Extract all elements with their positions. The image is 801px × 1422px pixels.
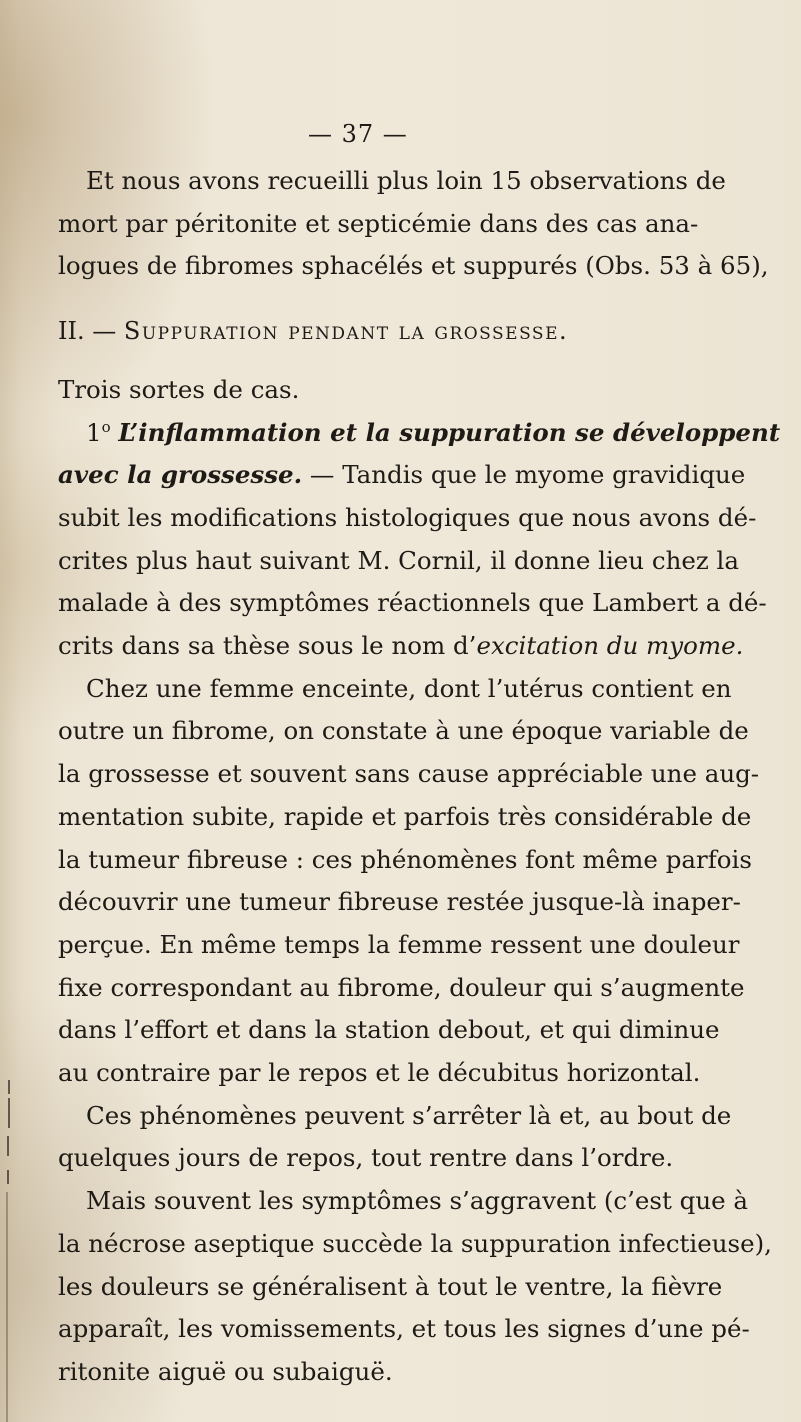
- text-line: Ces phénomènes peuvent s’arrêter là et, au bout de: [86, 1100, 732, 1130]
- text-line: malade à des symptômes réactionnels que Lambert a dé-: [58, 588, 767, 618]
- text-line: Mais souvent les symptômes s’aggravent (c’est que à: [86, 1186, 748, 1216]
- text-fragment: crits dans sa thèse sous le nom d’: [58, 631, 477, 661]
- section-title: Suppuration pendant la grossesse.: [123, 317, 569, 346]
- text-line: la tumeur fibreuse : ces phénomènes font même parfois: [58, 844, 752, 874]
- item-one-title-line-2: [58, 454, 758, 497]
- text-line: fixe correspondant au fibrome, douleur qui s’augmente: [58, 972, 745, 1002]
- text-line: Chez une femme enceinte, dont l’utérus contient en: [86, 673, 732, 703]
- text-line: la grossesse et souvent sans cause appréciable une aug-: [58, 759, 760, 789]
- text-line: [58, 625, 758, 668]
- binding-mark: [6, 1192, 8, 1422]
- binding-mark: [7, 1170, 9, 1184]
- italic-term: excitation du myome.: [476, 631, 744, 661]
- binding-mark: [8, 1080, 10, 1094]
- text-line: crites plus haut suivant M. Cornil, il donne lieu chez la: [58, 545, 739, 575]
- text-line: outre un fibrome, on constate à une époque variable de: [58, 716, 749, 746]
- text-line: perçue. En même temps la femme ressent une douleur: [58, 929, 740, 959]
- text-line: découvrir une tumeur fibreuse restée jusque-là inaper-: [58, 887, 741, 917]
- text-line: apparaît, les vomissements, et tous les signes d’une pé-: [58, 1314, 750, 1344]
- binding-mark: [8, 1098, 10, 1128]
- section-heading: [58, 310, 758, 353]
- text-fragment: — Tandis que le myome gravidique: [302, 460, 746, 490]
- text-line: les douleurs se généralisent à tout le ventre, la fièvre: [58, 1271, 723, 1301]
- page-number: — 37 —: [308, 120, 408, 148]
- text-line: Trois sortes de cas.: [58, 374, 300, 404]
- text-line: ritonite aiguë ou subaiguë.: [58, 1356, 393, 1386]
- item-number: 1: [86, 417, 102, 447]
- binding-mark: [7, 1136, 9, 1156]
- text-line: subit les modifications histologiques que nous avons dé-: [58, 502, 757, 532]
- page-body: [58, 160, 781, 1394]
- text-line: mort par péritonite et septicémie dans des cas ana-: [58, 208, 699, 238]
- text-line: quelques jours de repos, tout rentre dans l’ordre.: [58, 1143, 674, 1173]
- text-line: la nécrose aseptique succède la suppuration infectieuse),: [58, 1228, 772, 1258]
- item-title: L’inflammation et la suppuration se développent: [118, 417, 781, 447]
- text-line: mentation subite, rapide et parfois très considérable de: [58, 801, 752, 831]
- text-line: logues de fibromes sphacélés et suppurés (Obs. 53 à 65),: [58, 251, 769, 281]
- text-line: au contraire par le repos et le décubitus horizontal.: [58, 1058, 701, 1088]
- section-dash: —: [92, 317, 117, 346]
- text-line: Et nous avons recueilli plus loin 15 observations de: [86, 166, 726, 195]
- item-one-title-line: [58, 412, 781, 455]
- section-number: II.: [58, 317, 85, 346]
- item-title-continued: avec la grossesse.: [58, 460, 303, 490]
- text-line: dans l’effort et dans la station debout, et qui diminue: [58, 1015, 720, 1045]
- item-ordinal: o: [101, 417, 111, 436]
